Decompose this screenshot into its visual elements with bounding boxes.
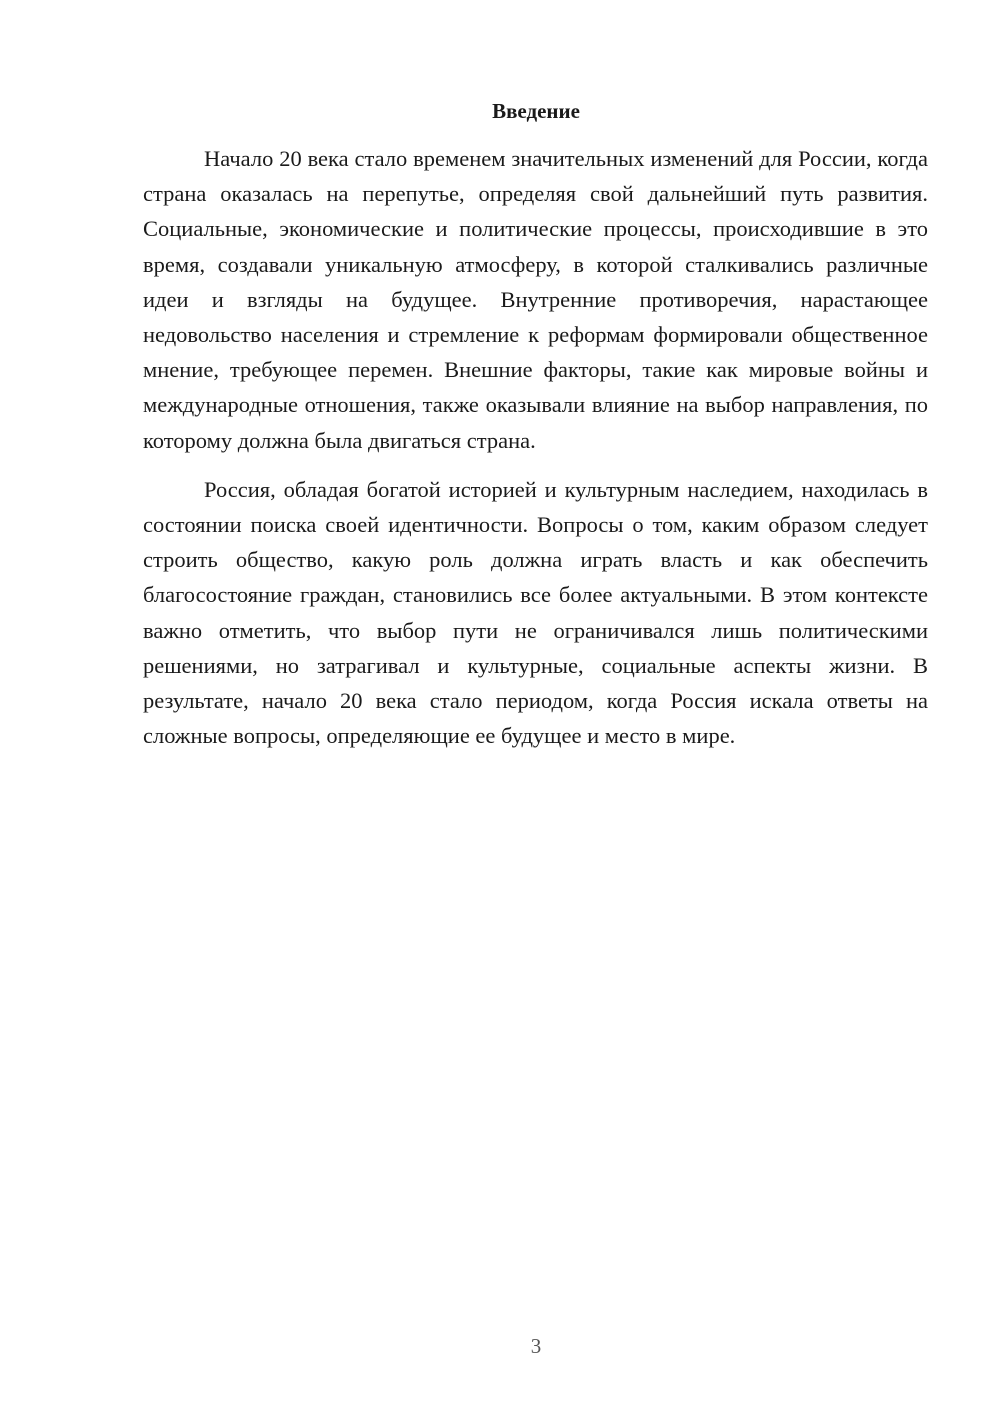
body-text <box>143 141 928 753</box>
paragraph-1: Начало 20 века стало временем значительных изменений для России, когда страна оказалась на перепутье, определяя свой дальнейший путь развития. Социальные, экономические и политические процессы, происходившие в это время, создавали уникальную атмосферу, в которой сталкивались различные идеи и взгляды на будущее. Внутренние противоречия, нарастающее недовольство населения и стремление к реформам формировали общественное мнение, требующее перемен. Внешние факторы, такие как мировые войны и международные отношения, также оказывали влияние на выбор направления, по которому должна была двигаться страна. <box>143 146 928 453</box>
page-number: 3 <box>530 1334 542 1358</box>
section-title: Введение <box>492 99 580 123</box>
paragraph-2: Россия, обладая богатой историей и культурным наследием, находилась в состоянии поиска своей идентичности. Вопросы о том, каким образом следует строить общество, какую роль должна играть власть и как обеспечить благосостояние граждан, становились все более актуальными. В этом контексте важно отметить, что выбор пути не ограничивался лишь политическими решениями, но затрагивал и культурные, социальные аспекты жизни. В результате, начало 20 века стало периодом, когда Россия искала ответы на сложные вопросы, определяющие ее будущее и место в мире. <box>143 476 928 749</box>
